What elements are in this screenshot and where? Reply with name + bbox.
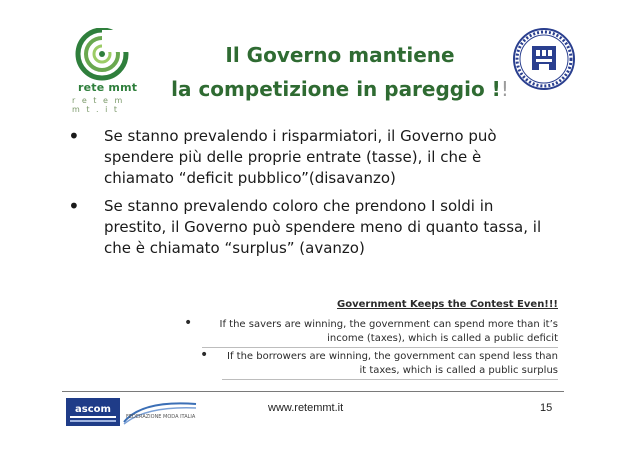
university-seal [512, 26, 576, 92]
english-item [200, 347, 558, 378]
ascom-logo [66, 396, 120, 428]
english-item [184, 315, 558, 346]
page-number: 15 [540, 402, 553, 414]
rete-mmt-logo-mark [68, 28, 138, 84]
rete-mmt-logo [68, 28, 138, 118]
ascom-logo-mark [66, 396, 120, 428]
bullet-dot-icon: • [184, 315, 193, 331]
logo-sub-text: r e t e m m t . i t [72, 96, 125, 114]
english-item-text: If the savers are winning, the government can spend more than it’s income (taxes), which is called a public deficit [219, 319, 558, 344]
federazione-moda-italia-logo [122, 396, 198, 428]
bullet-dot-icon: • [68, 124, 80, 148]
logo-brand-text: rete mmt [78, 81, 138, 94]
ascom-logo-text: ascom [75, 404, 111, 415]
bullet-dot-icon: • [200, 347, 209, 363]
seal-icon [512, 26, 576, 92]
english-heading: Government Keeps the Contest Even!!! [337, 299, 558, 310]
title-line-2 [150, 72, 530, 106]
divider [222, 379, 558, 380]
slide-title [150, 38, 530, 106]
federazione-logo-mark [122, 396, 198, 428]
footer-divider [62, 391, 564, 392]
divider [202, 347, 558, 348]
title-line-1: Il Governo mantiene [225, 43, 455, 67]
english-item-text: If the borrowers are winning, the government can spend less than it taxes, which is called a public surplus [227, 351, 558, 376]
title-line-2-extra: ! [500, 77, 509, 101]
bullet-dot-icon: • [68, 194, 80, 218]
footer-url: www.retemmt.it [268, 402, 344, 414]
federazione-logo-text: FEDERAZIONE MODA ITALIA [126, 414, 196, 420]
bullet-text: Se stanno prevalendo i risparmiatori, il Governo può spendere più delle proprie entrate (tasse), il che è chiamato “deficit pubblico”(disavanzo) [104, 127, 497, 187]
bullet-text: Se stanno prevalendo coloro che prendono I soldi in prestito, il Governo può spendere meno di quanto tassa, il che è chiamato “surplus” (avanzo) [104, 197, 542, 257]
title-line-2-text: la competizione in pareggio ! [171, 77, 501, 101]
